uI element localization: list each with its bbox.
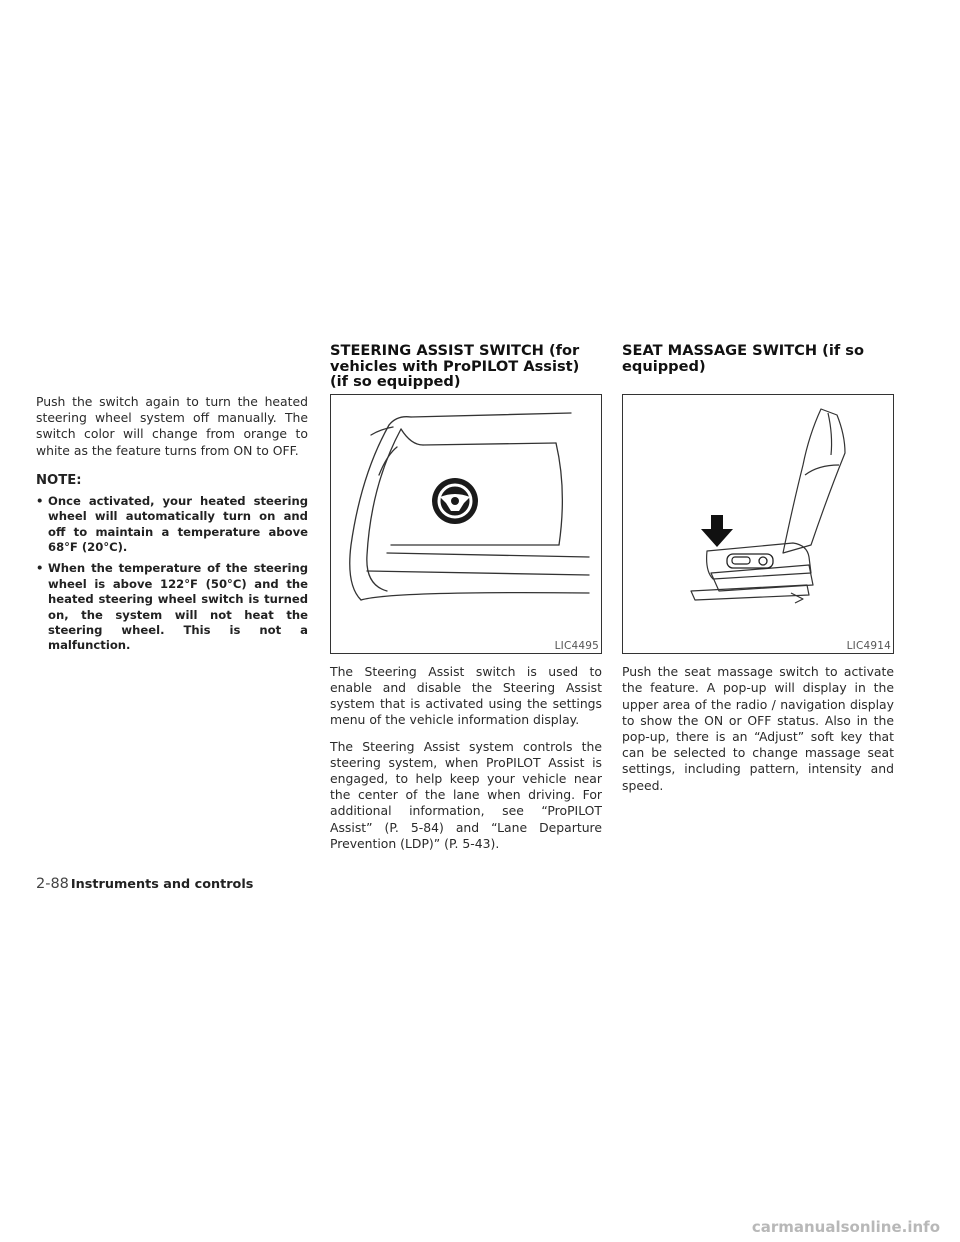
seat-massage-section [622, 343, 894, 794]
body-paragraph: The Steering Assist switch is used to enable and disable the Steering Assist system that is activated using the settings menu of the vehicle information display. [330, 663, 602, 728]
steering-switch-illustration [331, 395, 601, 653]
steering-wheel-icon [432, 478, 478, 524]
note-item: • When the temperature of the steering wheel is above 122°F (50°C) and the heated steering wheel switch is turned on, the system will not heat the steering wheel. This is not a malfunction. [36, 561, 308, 653]
steering-assist-figure [330, 394, 602, 654]
chapter-title: Instruments and controls [70, 877, 254, 892]
body-paragraph: Push the seat massage switch to activate the feature. A pop-up will display in the upper area of the radio / navigation display to show the ON or OFF status. Also in the pop-up, there is an “Adjust” soft key that can be selected to change massage seat settings, including pattern, intensity and speed. [622, 664, 894, 793]
left-column [36, 394, 308, 660]
figure-code: LIC4495 [554, 639, 599, 652]
note-heading: NOTE: [36, 472, 82, 488]
body-paragraph: The Steering Assist system controls the steering system, when ProPILOT Assist is engaged, to help keep your vehicle near the center of the lane when driving. For additional information, see “ProPILOT Assist” (P. 5-84) and “Lane Departure Prevention (LDP)” (P. 5-43). [330, 738, 602, 851]
section-title: SEAT MASSAGE SWITCH (if so equipped) [622, 342, 864, 375]
figure-code: LIC4914 [846, 640, 891, 653]
note-item: • Once activated, your heated steering wheel will automatically turn on and off to maintain a temperature above 68°F (20°C). [36, 494, 308, 556]
seat-switch-icon [727, 554, 773, 568]
arrow-down-icon [701, 515, 733, 547]
steering-assist-section [330, 343, 602, 852]
page-footer [36, 876, 253, 892]
page-number: 2-88 [36, 876, 69, 892]
intro-paragraph: Push the switch again to turn the heated steering wheel system off manually. The switch color will change from orange to white as the feature turns from ON to OFF. [36, 394, 308, 458]
section-title: STEERING ASSIST SWITCH (for vehicles with ProPILOT Assist) (if so equipped) [330, 342, 580, 391]
seat-illustration [623, 395, 893, 653]
watermark: carmanualsonline.info [751, 1218, 940, 1236]
note-list [36, 494, 308, 654]
seat-massage-figure [622, 394, 894, 654]
